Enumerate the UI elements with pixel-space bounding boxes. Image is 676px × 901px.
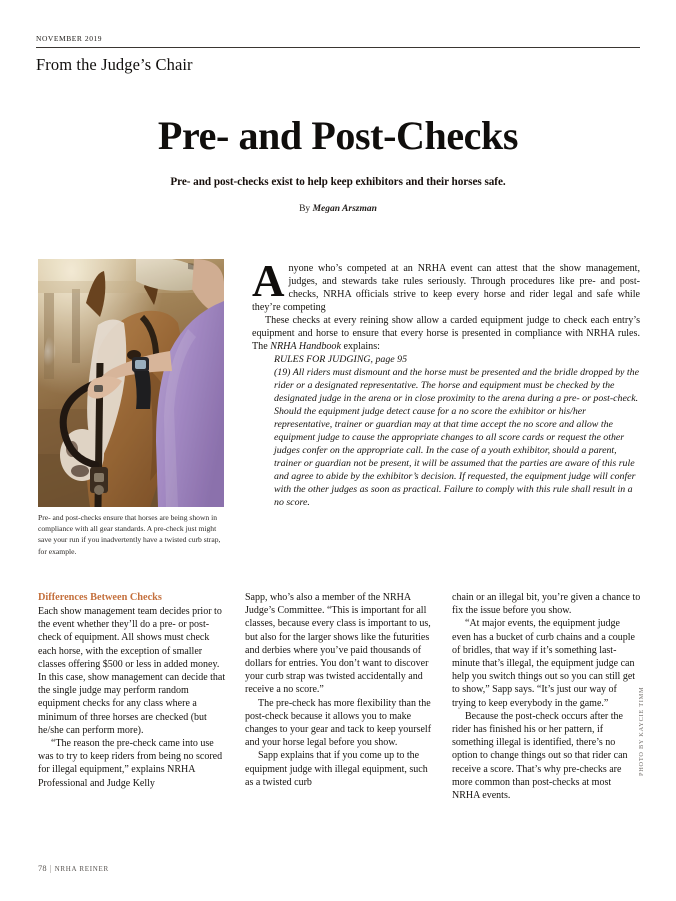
- lead-paragraph-1-text: nyone who’s competed at an NRHA event can attest that the show management, judges, and stewards take rules seriously. Through procedures like pre- and post-checks, NRHA officials strive to keep every horse and rider legal and safe while they’re competing: [252, 263, 640, 313]
- article-headline: Pre- and Post-Checks: [157, 113, 519, 158]
- column-2-paragraph-1: Sapp, who’s also a member of the NRHA Judge’s Committee. “This is important for all classes, because every class is important to us, but also for the larger shows like the futurities and derbies where you’ve paid thousands of dollars for entries. You don’t want to discover your curb strap was twisted accidentally and receive a no score.”: [245, 592, 431, 696]
- column-2-paragraph-2: The pre-check has more flexibility than the post-check because it allows you to make changes to your gear and tack to keep yourself and your horse legal before you show.: [245, 697, 432, 749]
- folio-separator: |: [49, 864, 52, 873]
- photo-credit: PHOTO BY KAYCIE TIMM: [638, 686, 645, 776]
- section-subhead: Differences Between Checks: [38, 592, 162, 603]
- drop-cap: A: [252, 256, 285, 306]
- column-1-paragraph-2: “The reason the pre-check came into use was to try to keep riders from being no scored for illegal equipment,” explains NRHA Professional and Judge Kelly: [38, 738, 223, 789]
- folio: [38, 864, 109, 873]
- article-deck: Pre- and post-checks exist to help keep exhibitors and their horses safe.: [170, 176, 506, 188]
- body-column-2: [245, 591, 434, 841]
- body-column-1: [38, 591, 227, 841]
- handbook-title: NRHA Handbook: [270, 341, 341, 352]
- lead-paragraph-2: [252, 314, 640, 353]
- rule-quote-block: [252, 353, 640, 509]
- byline-author: Megan Arszman: [312, 204, 377, 214]
- column-3-paragraph-2: “At major events, the equipment judge even has a bucket of curb chains and a couple of bridles, that way if it’s something last-minute that’s illegal, the equipment judge can help you switch things out so you can still get to show,” Sapp says. “It’s just our way of trying to keep everybody in the game.”: [452, 618, 636, 709]
- lead-paragraph-2-before: These checks at every reining show allow a carded equipment judge to check each entry’s equipment and horse to ensure that every horse is presented in compliance with NRHA rules. The: [252, 315, 640, 352]
- rule-source: RULES FOR JUDGING, page 95: [274, 354, 408, 365]
- column-3-paragraph-1: chain or an illegal bit, you’re given a chance to fix the issue before you show.: [452, 592, 641, 617]
- rule-body: (19) All riders must dismount and the horse must be presented and the bridle dropped by the rider or a designated representative. The horse and equipment must be checked by the designated judge in the arena or in close proximity to the arena during a pre- or post-check. Should the equipment judge detect cause for a no score the exhibitor or his/her representative, trainer or guardian may at that time accept the no score and allow the equipment judge to cause the appropriate changes to all score cards or request the other judges confer on the appropriate call. In the case of a youth exhibitor, should a parent, trainer or guardian not be present, it will be assumed that the parties are aware of this rule and agree to abide by the exhibitor’s decision. If requested, the equipment judge will confer with the other judges as soon as practical. Failure to comply with this rule shall result in a no score.: [274, 367, 639, 508]
- lead-paragraph-1: [252, 256, 640, 314]
- page-number: 78: [38, 864, 47, 873]
- byline: [188, 204, 488, 214]
- column-1-paragraph-1: Each show management team decides prior to the event whether they’ll do a pre- or post-check of equipment. All shows must check each horse, with the exception of smaller classes offering $500 or less in added money. In this case, show management can decide that the single judge may perform random equipment checks for any class where a minimum of three horses are checked (but he/she can perform more).: [38, 606, 226, 736]
- lead-text: [252, 256, 640, 509]
- section-title: From the Judge’s Chair: [36, 55, 193, 74]
- column-3-paragraph-3: Because the post-check occurs after the rider has finished his or her pattern, if something illegal is identified, there’s no option to change things out so that rider can receive a score. That’s why pre-checks are more common than post-checks at most NRHA events.: [452, 710, 628, 802]
- byline-prefix: By: [299, 204, 313, 214]
- lead-paragraph-2-after: explains:: [340, 341, 380, 352]
- column-2-paragraph-3: Sapp explains that if you come up to the equipment judge with illegal equipment, such as a twisted curb: [245, 750, 428, 788]
- running-head: [36, 34, 640, 75]
- header-divider: [36, 47, 640, 48]
- body-columns: [38, 591, 642, 841]
- article-photo: [38, 259, 224, 507]
- photo-caption: Pre- and post-checks ensure that horses are being shown in compliance with all gear standards. A pre-check just might save your run if you inadvertently have a twisted curb strap, for example.: [38, 513, 221, 556]
- horse-equipment-check-photo: [38, 259, 224, 507]
- magazine-name: NRHA REINER: [54, 865, 109, 873]
- issue-date: NOVEMBER 2019: [36, 34, 103, 43]
- body-column-3: [452, 591, 641, 841]
